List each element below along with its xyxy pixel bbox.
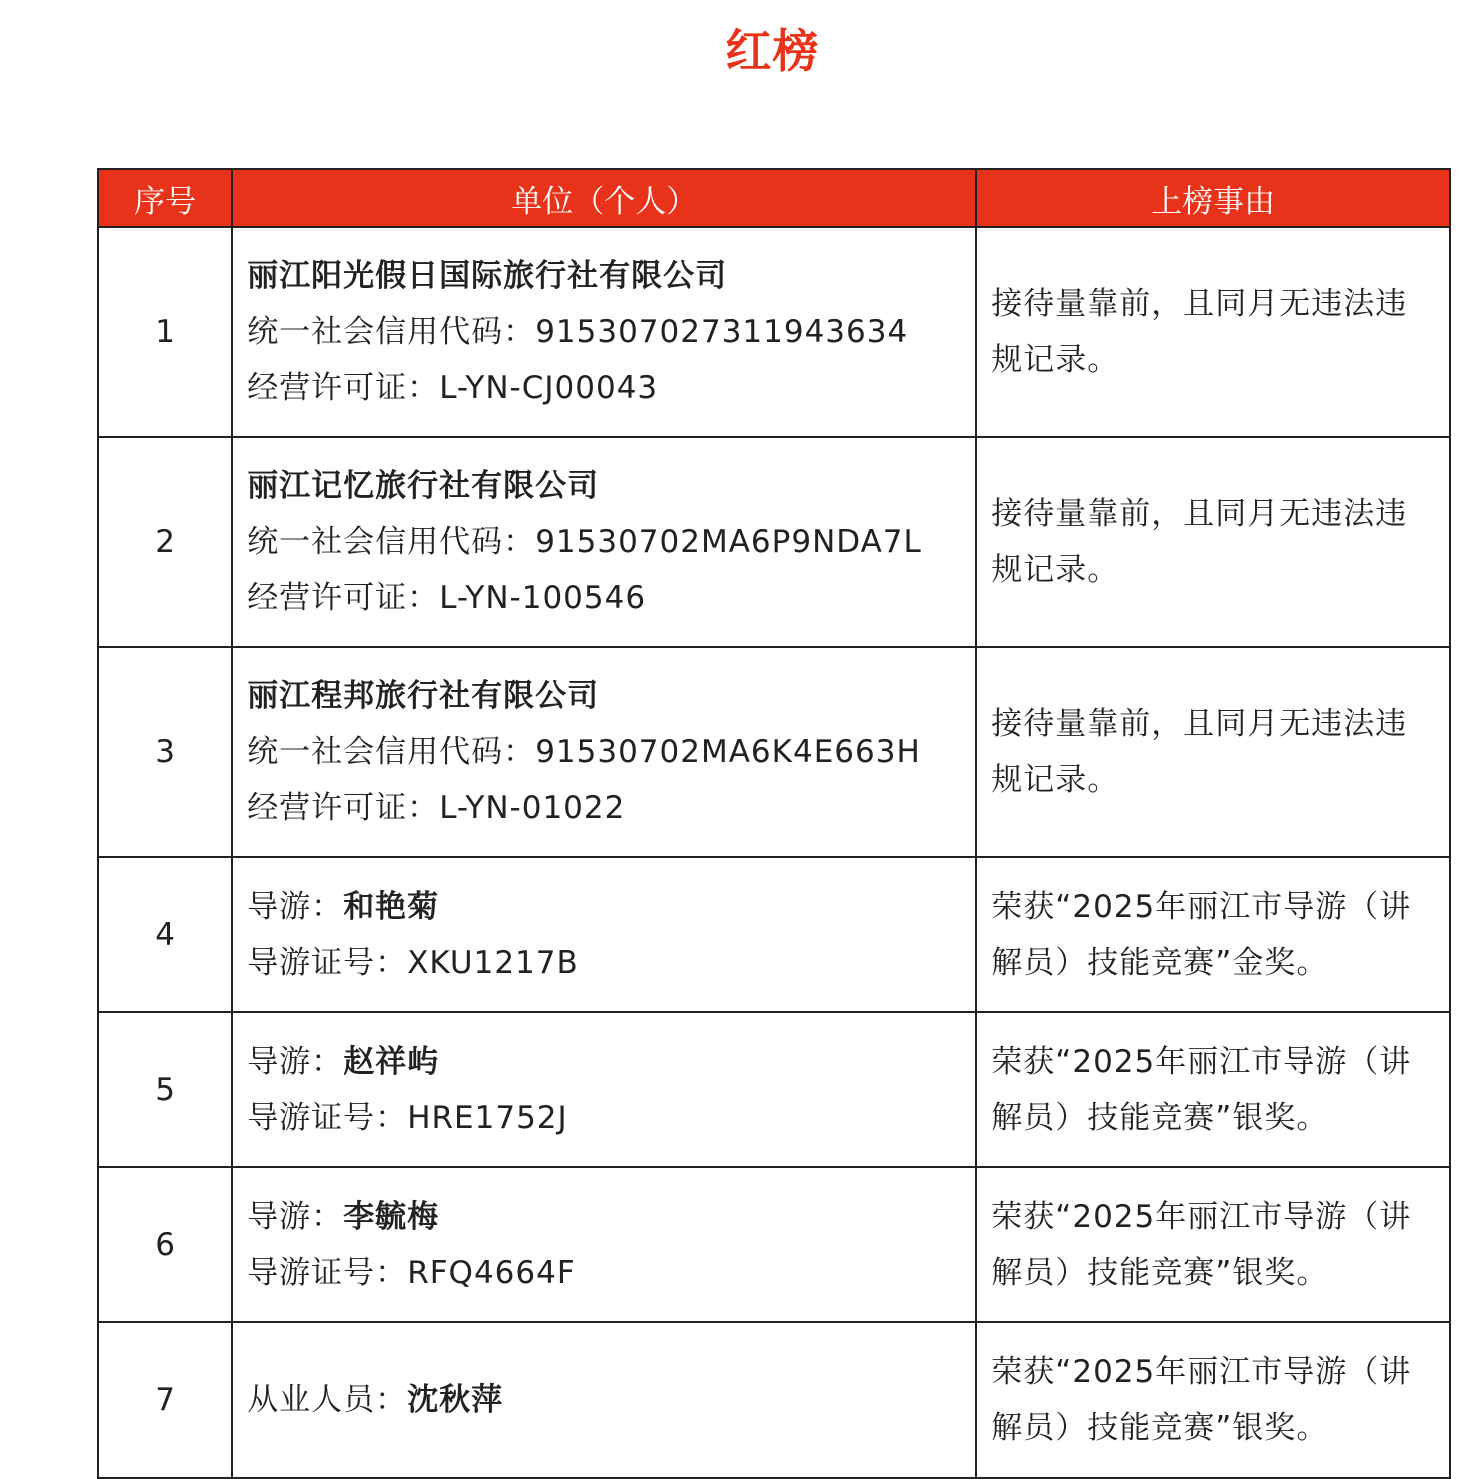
guide-cert-value: RFQ4664F (407, 1254, 576, 1291)
row-reason: 荣获“2025年丽江市导游（讲解员）技能竞赛”金奖。 (976, 857, 1450, 1012)
page-title: 红榜 (725, 24, 820, 78)
person-name: 和艳菊 (343, 888, 440, 925)
person-name: 赵祥屿 (343, 1043, 440, 1080)
row-seq: 2 (98, 437, 232, 647)
guide-cert-label: 导游证号： (247, 1099, 408, 1136)
license-value: L-YN-100546 (439, 580, 647, 616)
person-line (247, 1189, 975, 1245)
role-label: 导游： (247, 888, 344, 925)
credit-code-line (247, 724, 975, 780)
guide-cert-line (247, 935, 975, 991)
header-reason: 上榜事由 (976, 169, 1450, 227)
row-seq: 3 (98, 647, 232, 857)
guide-cert-label: 导游证号： (247, 1254, 408, 1291)
table-row (98, 1012, 1450, 1167)
license-value: L-YN-CJ00043 (439, 370, 659, 406)
table-row (98, 647, 1450, 857)
row-unit (232, 647, 976, 857)
license-label: 经营许可证： (247, 580, 440, 616)
guide-cert-line (247, 1090, 975, 1146)
role-label: 导游： (247, 1043, 344, 1080)
license-line (247, 570, 975, 626)
honor-table (97, 168, 1451, 1479)
person-line (247, 1034, 975, 1090)
person-name: 李毓梅 (343, 1198, 440, 1235)
header-unit: 单位（个人） (232, 169, 976, 227)
person-line (247, 879, 975, 935)
company-name: 丽江阳光假日国际旅行社有限公司 (247, 258, 728, 294)
row-seq: 7 (98, 1322, 232, 1478)
header-seq: 序号 (98, 169, 232, 227)
credit-code-label: 统一社会信用代码： (247, 734, 536, 770)
person-name: 沈秋萍 (407, 1382, 504, 1418)
credit-code-line (247, 304, 975, 360)
credit-code-label: 统一社会信用代码： (247, 314, 536, 350)
credit-code-line (247, 514, 975, 570)
row-unit (232, 1322, 976, 1478)
row-unit (232, 1012, 976, 1167)
row-seq: 1 (98, 227, 232, 437)
table-header-row (98, 169, 1450, 227)
credit-code-label: 统一社会信用代码： (247, 524, 536, 560)
guide-cert-value: XKU1217B (407, 944, 579, 981)
row-reason: 荣获“2025年丽江市导游（讲解员）技能竞赛”银奖。 (976, 1322, 1450, 1478)
table-row (98, 1322, 1450, 1478)
license-label: 经营许可证： (247, 790, 440, 826)
license-line (247, 360, 975, 416)
license-value: L-YN-01022 (439, 790, 626, 826)
row-seq: 6 (98, 1167, 232, 1322)
credit-code-value: 91530702MA6K4E663H (535, 734, 921, 770)
row-unit (232, 437, 976, 647)
table-row (98, 227, 1450, 437)
role-label: 导游： (247, 1198, 344, 1235)
row-unit (232, 857, 976, 1012)
table-row (98, 1167, 1450, 1322)
credit-code-value: 91530702MA6P9NDA7L (535, 524, 922, 560)
license-line (247, 780, 975, 836)
person-line (247, 1372, 975, 1428)
credit-code-value: 91530702731194363​4 (535, 314, 909, 350)
row-reason: 接待量靠前，且同月无违法违规记录。 (976, 647, 1450, 857)
guide-cert-line (247, 1245, 975, 1301)
guide-cert-label: 导游证号： (247, 944, 408, 981)
row-reason: 接待量靠前，且同月无违法违规记录。 (976, 437, 1450, 647)
guide-cert-value: HRE1752J (407, 1099, 568, 1136)
row-seq: 4 (98, 857, 232, 1012)
role-label: 从业人员： (247, 1382, 408, 1418)
row-unit (232, 227, 976, 437)
row-reason: 接待量靠前，且同月无违法违规记录。 (976, 227, 1450, 437)
row-seq: 5 (98, 1012, 232, 1167)
row-unit (232, 1167, 976, 1322)
row-reason: 荣获“2025年丽江市导游（讲解员）技能竞赛”银奖。 (976, 1167, 1450, 1322)
table-row (98, 857, 1450, 1012)
row-reason: 荣获“2025年丽江市导游（讲解员）技能竞赛”银奖。 (976, 1012, 1450, 1167)
company-name: 丽江程邦旅行社有限公司 (247, 678, 600, 714)
license-label: 经营许可证： (247, 370, 440, 406)
company-name: 丽江记忆旅行社有限公司 (247, 468, 600, 504)
table-row (98, 437, 1450, 647)
